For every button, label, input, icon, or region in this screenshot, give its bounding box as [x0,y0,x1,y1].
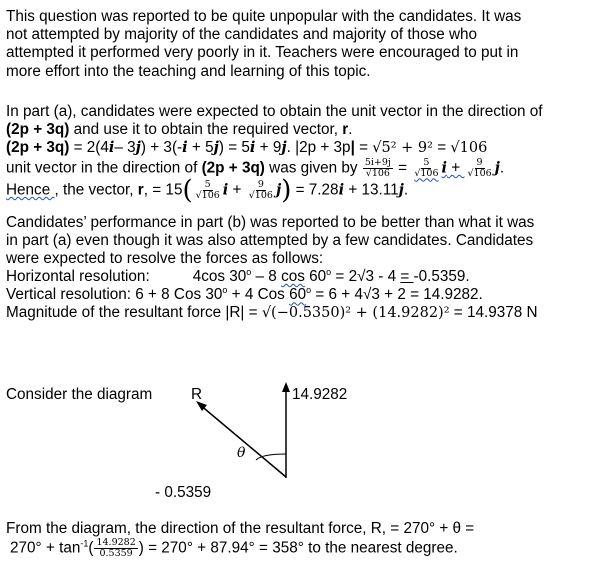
part-b-paragraph [6,214,586,327]
fraction: $\frac{9}{√106}$ [467,156,492,179]
resultant-label: R [191,386,203,403]
hence-line: Hence , the vector, r, = 15( $\frac{5}{√106}$ i + $\frac{9}{√106}$ j) = 7.28i + 13.11j. [6,174,409,205]
fraction: $\frac{5}{√106}$ [414,156,439,179]
conclusion-line: $270^\circ + \tan^{-1}$( $\frac{14.9282}{0.5359}$ ) = 270° + 87.94° = 358° to the nearest degree. [10,537,458,560]
part-b-line: were expected to resolve the forces as follows: [6,249,324,267]
resultant-vector [199,404,286,477]
diagram-lines [0,374,589,504]
magnitude-line: Magnitude of the resultant force |R| = √(−0.5350)² + (14.9282)² = 14.9378 N [6,304,538,322]
vector-sum-line: (2p + 3q) = 2(4i– 3j) + 3(-i + 5j) = 5i + 9j. |2p + 3p| = √5² + 9² = √106 [6,139,488,157]
unit-vector-line: unit vector in the direction of (2p + 3q) was given by $\frac{5i+9j}{√106}$ = $\frac{5}{√106}$ i + $\frac{9}{√106}$ j. [6,156,505,179]
fraction: $\frac{5}{√106}$ [195,178,220,201]
horizontal-component-label: - 0.5359 [155,484,212,501]
force-diagram [0,374,589,504]
part-a-line: (2p + 3q) and use it to obtain the required vector, r. [6,121,353,139]
report-page [6,8,586,326]
intro-paragraph [6,8,586,81]
intro-line: more effort into the teaching and learning of this topic. [6,62,371,80]
intro-line: attempted it performed very poorly in it. Teachers were encouraged to put in [6,44,519,62]
fraction: $\frac{9}{√106}$ [248,178,273,201]
intro-line: not attempted by majority of the candidates and majority of those who [6,26,478,44]
conclusion-paragraph [6,520,474,564]
fraction: $\frac{14.9282}{0.5359}$ [96,537,136,560]
part-b-line: Candidates’ performance in part (b) was reported to be better than what it was [6,213,535,231]
horizontal-resolution-line: Horizontal resolution: 4cos 30$^o$ – 8 $\cos 60^o = 2√3 - 4 = -0.5359$. [6,266,470,286]
part-a-paragraph [6,103,586,204]
fraction: $\frac{5i+9j}{√106}$ [364,156,391,179]
vertical-resolution-line: Vertical resolution: 6 + 8 Cos $30^o + 4$ Cos $60^o = 6 + 4√3 + 2 = 14.9282$. [6,285,483,304]
intro-line: This question was reported to be quite unpopular with the candidates. It was [6,8,522,25]
part-b-line: in part (a) even though it was also attempted by a few candidates. Candidates [6,231,534,249]
conclusion-line: From the diagram, the direction of the resultant force, R, = 270° + θ = [6,520,475,537]
vertical-component-label: 14.9282 [292,386,348,403]
part-a-line: In part (a), candidates were expected to obtain the unit vector in the direction of [6,102,543,120]
theta-label: θ [237,445,246,461]
diagram-caption: Consider the diagram [6,386,153,403]
vertical-arrow-head [282,382,290,392]
